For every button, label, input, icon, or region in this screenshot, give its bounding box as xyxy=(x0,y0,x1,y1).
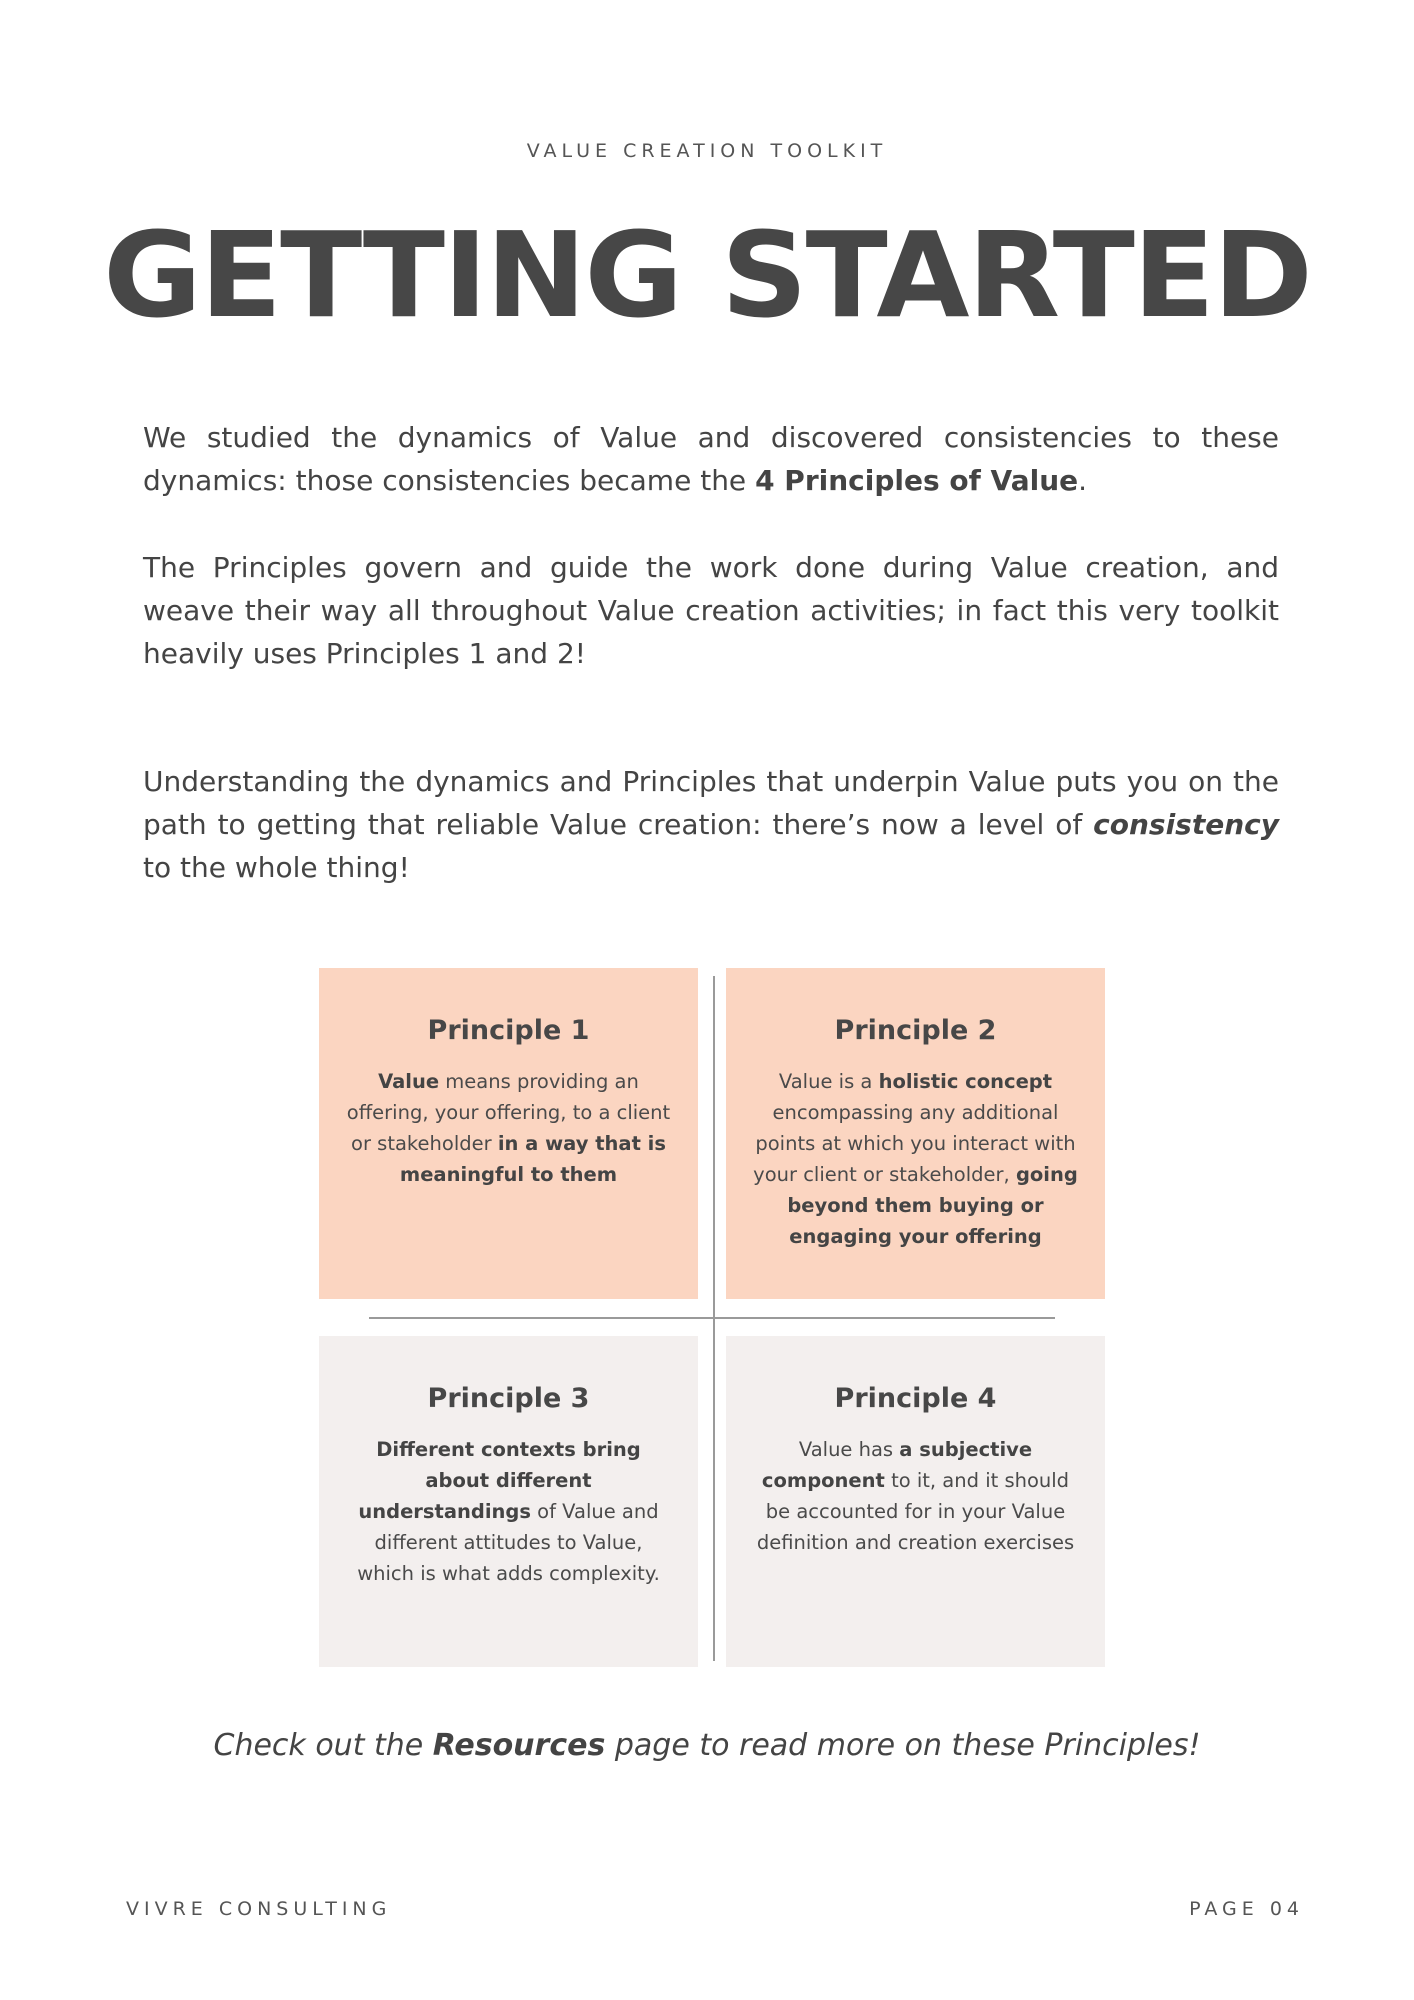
footer-page-number: PAGE 04 xyxy=(1189,1898,1304,1920)
principle-3-title: Principle 3 xyxy=(427,1383,590,1414)
intro-p1-text: We studied the dynamics of Value and discovered consistencies to these dynamics: those consistencies became the xyxy=(143,421,1279,497)
intro-p1-emphasis: 4 Principles of Value xyxy=(755,464,1079,497)
principle-3-text: Different contexts bring about different understandings of Value and different attitudes to Value, which is what adds complexity. xyxy=(357,1438,660,1585)
principle-4-title: Principle 4 xyxy=(834,1383,997,1414)
footer-brand: VIVRE CONSULTING xyxy=(126,1898,392,1920)
intro-paragraph-1 xyxy=(143,416,1279,502)
principle-4-card xyxy=(726,1336,1105,1667)
principles-grid xyxy=(319,968,1105,1668)
page-title: GETTING STARTED xyxy=(103,206,1311,344)
intro-p3-end: to the whole thing! xyxy=(143,851,410,884)
principle-1-card xyxy=(319,968,698,1299)
intro-paragraph-2: The Principles govern and guide the work done during Value creation, and weave their way all throughout Value creation activities; in fact this very toolkit heavily uses Principles 1 and 2! xyxy=(143,551,1279,670)
principle-2-text: Value is a holistic concept encompassing any additional points at which you interact with your client or stakeholder, going beyond them buying or engaging your offering xyxy=(753,1070,1078,1248)
principle-1-title: Principle 1 xyxy=(427,1015,590,1046)
toolkit-kicker: VALUE CREATION TOOLKIT xyxy=(526,140,888,162)
resources-link-text: Resources xyxy=(432,1728,606,1763)
principle-3-card xyxy=(319,1336,698,1667)
principle-4-text: Value has a subjective component to it, and it should be accounted for in your Value definition and creation exercises xyxy=(756,1438,1075,1554)
principle-2-card xyxy=(726,968,1105,1299)
grid-horizontal-divider xyxy=(369,1317,1055,1319)
intro-p3-emphasis: consistency xyxy=(1093,808,1279,841)
resources-callout: Check out the Resources page to read more on these Principles! xyxy=(213,1728,1201,1763)
intro-paragraph-3 xyxy=(143,760,1279,889)
principle-1-text: Value means providing an offering, your offering, to a client or stakeholder in a way that is meaningful to them xyxy=(346,1070,671,1186)
principle-2-title: Principle 2 xyxy=(834,1015,997,1046)
intro-p3-text: Understanding the dynamics and Principles that underpin Value puts you on the path to getting that reliable Value creation: there’s now a level of xyxy=(143,765,1279,841)
intro-p1-end: . xyxy=(1078,464,1088,497)
